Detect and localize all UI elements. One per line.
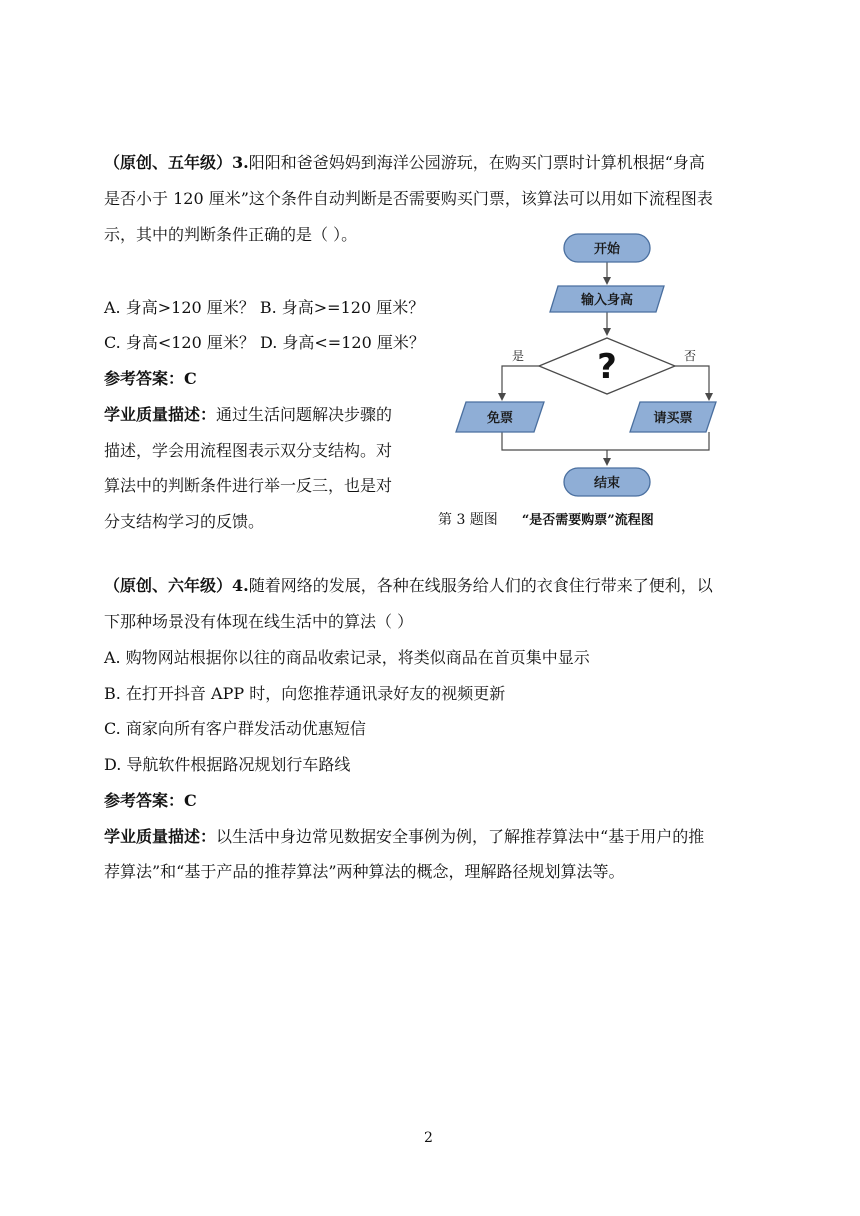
q3-quality-3: 算法中的判断条件进行举一反三，也是对: [104, 476, 393, 495]
q3-line-2: 是否小于 120 厘米”这个条件自动判断是否需要购买门票，该算法可以用如下流程图表: [104, 189, 713, 208]
q3-answer-value: C: [184, 369, 197, 388]
q4-quality-2: 荐算法”和“基于产品的推荐算法”两种算法的概念，理解路径规划算法等。: [104, 862, 625, 881]
q4-option-a: A. 购物网站根据你以往的商品收索记录，将类似商品在首页集中显示: [104, 648, 590, 667]
q4-tag: （原创、六年级）: [104, 576, 233, 595]
q4-quality-label: 学业质量描述：: [104, 827, 217, 846]
q4-line-1: [104, 576, 713, 596]
merge-line: [502, 432, 709, 450]
q4-quality-text-1: 以生活中身边常见数据安全事例为例，了解推荐算法中“基于用户的推: [216, 827, 705, 846]
q3-number: 3.: [232, 153, 249, 172]
q3-tag: （原创、五年级）: [104, 153, 233, 172]
q4-number: 4.: [232, 576, 249, 595]
flow-end-label: 结束: [593, 476, 621, 491]
flow-decision-label: ?: [597, 347, 617, 387]
q3-answer-label: 参考答案：: [104, 369, 185, 388]
q4-text-1: 随着网络的发展，各种在线服务给人们的衣食住行带来了便利，以: [248, 576, 713, 595]
figure-caption: [438, 509, 654, 529]
q3-quality-text-1: 通过生活问题解决步骤的: [216, 405, 393, 424]
q4-answer: [104, 791, 197, 811]
ticket-flowchart: [452, 228, 722, 500]
q4-option-b: B. 在打开抖音 APP 时，向您推荐通讯录好友的视频更新: [104, 684, 506, 703]
caption-title: “是否需要购票”流程图: [521, 513, 654, 528]
q4-quality-1: [104, 827, 704, 847]
q4-answer-label: 参考答案：: [104, 791, 185, 810]
flow-yes-label: 是: [511, 349, 525, 363]
q3-line-1: [104, 153, 705, 173]
q4-option-d: D. 导航软件根据路况规划行车路线: [104, 755, 351, 774]
q3-options-ab: A. 身高>120 厘米？ B. 身高>=120 厘米？: [104, 298, 425, 317]
flow-free-label: 免票: [486, 411, 514, 426]
q3-quality-4: 分支结构学习的反馈。: [104, 512, 265, 531]
arrow-yes-branch: [502, 366, 539, 399]
q4-answer-value: C: [184, 791, 197, 810]
q3-text-1: 阳阳和爸爸妈妈到海洋公园游玩，在购买门票时计算机根据“身高: [248, 153, 705, 172]
page-number: 2: [424, 1130, 433, 1146]
q3-quality-1: [104, 405, 392, 425]
flow-buy-label: 请买票: [653, 411, 693, 426]
flow-input-label: 输入身高: [580, 293, 634, 308]
q3-answer: [104, 369, 197, 389]
q4-option-c: C. 商家向所有客户群发活动优惠短信: [104, 719, 366, 738]
q4-line-2: 下那种场景没有体现在线生活中的算法（ ）: [104, 612, 414, 631]
arrow-no-branch: [675, 366, 709, 399]
caption-prefix: 第 3 题图: [438, 512, 498, 528]
q3-quality-2: 描述，学会用流程图表示双分支结构。对: [104, 441, 393, 460]
flow-start-label: 开始: [593, 242, 621, 257]
q3-line-3: 示，其中的判断条件正确的是（ ）。: [104, 225, 358, 244]
q3-options-cd: C. 身高<120 厘米？ D. 身高<=120 厘米？: [104, 333, 425, 352]
flow-no-label: 否: [683, 349, 697, 363]
q3-quality-label: 学业质量描述：: [104, 405, 217, 424]
